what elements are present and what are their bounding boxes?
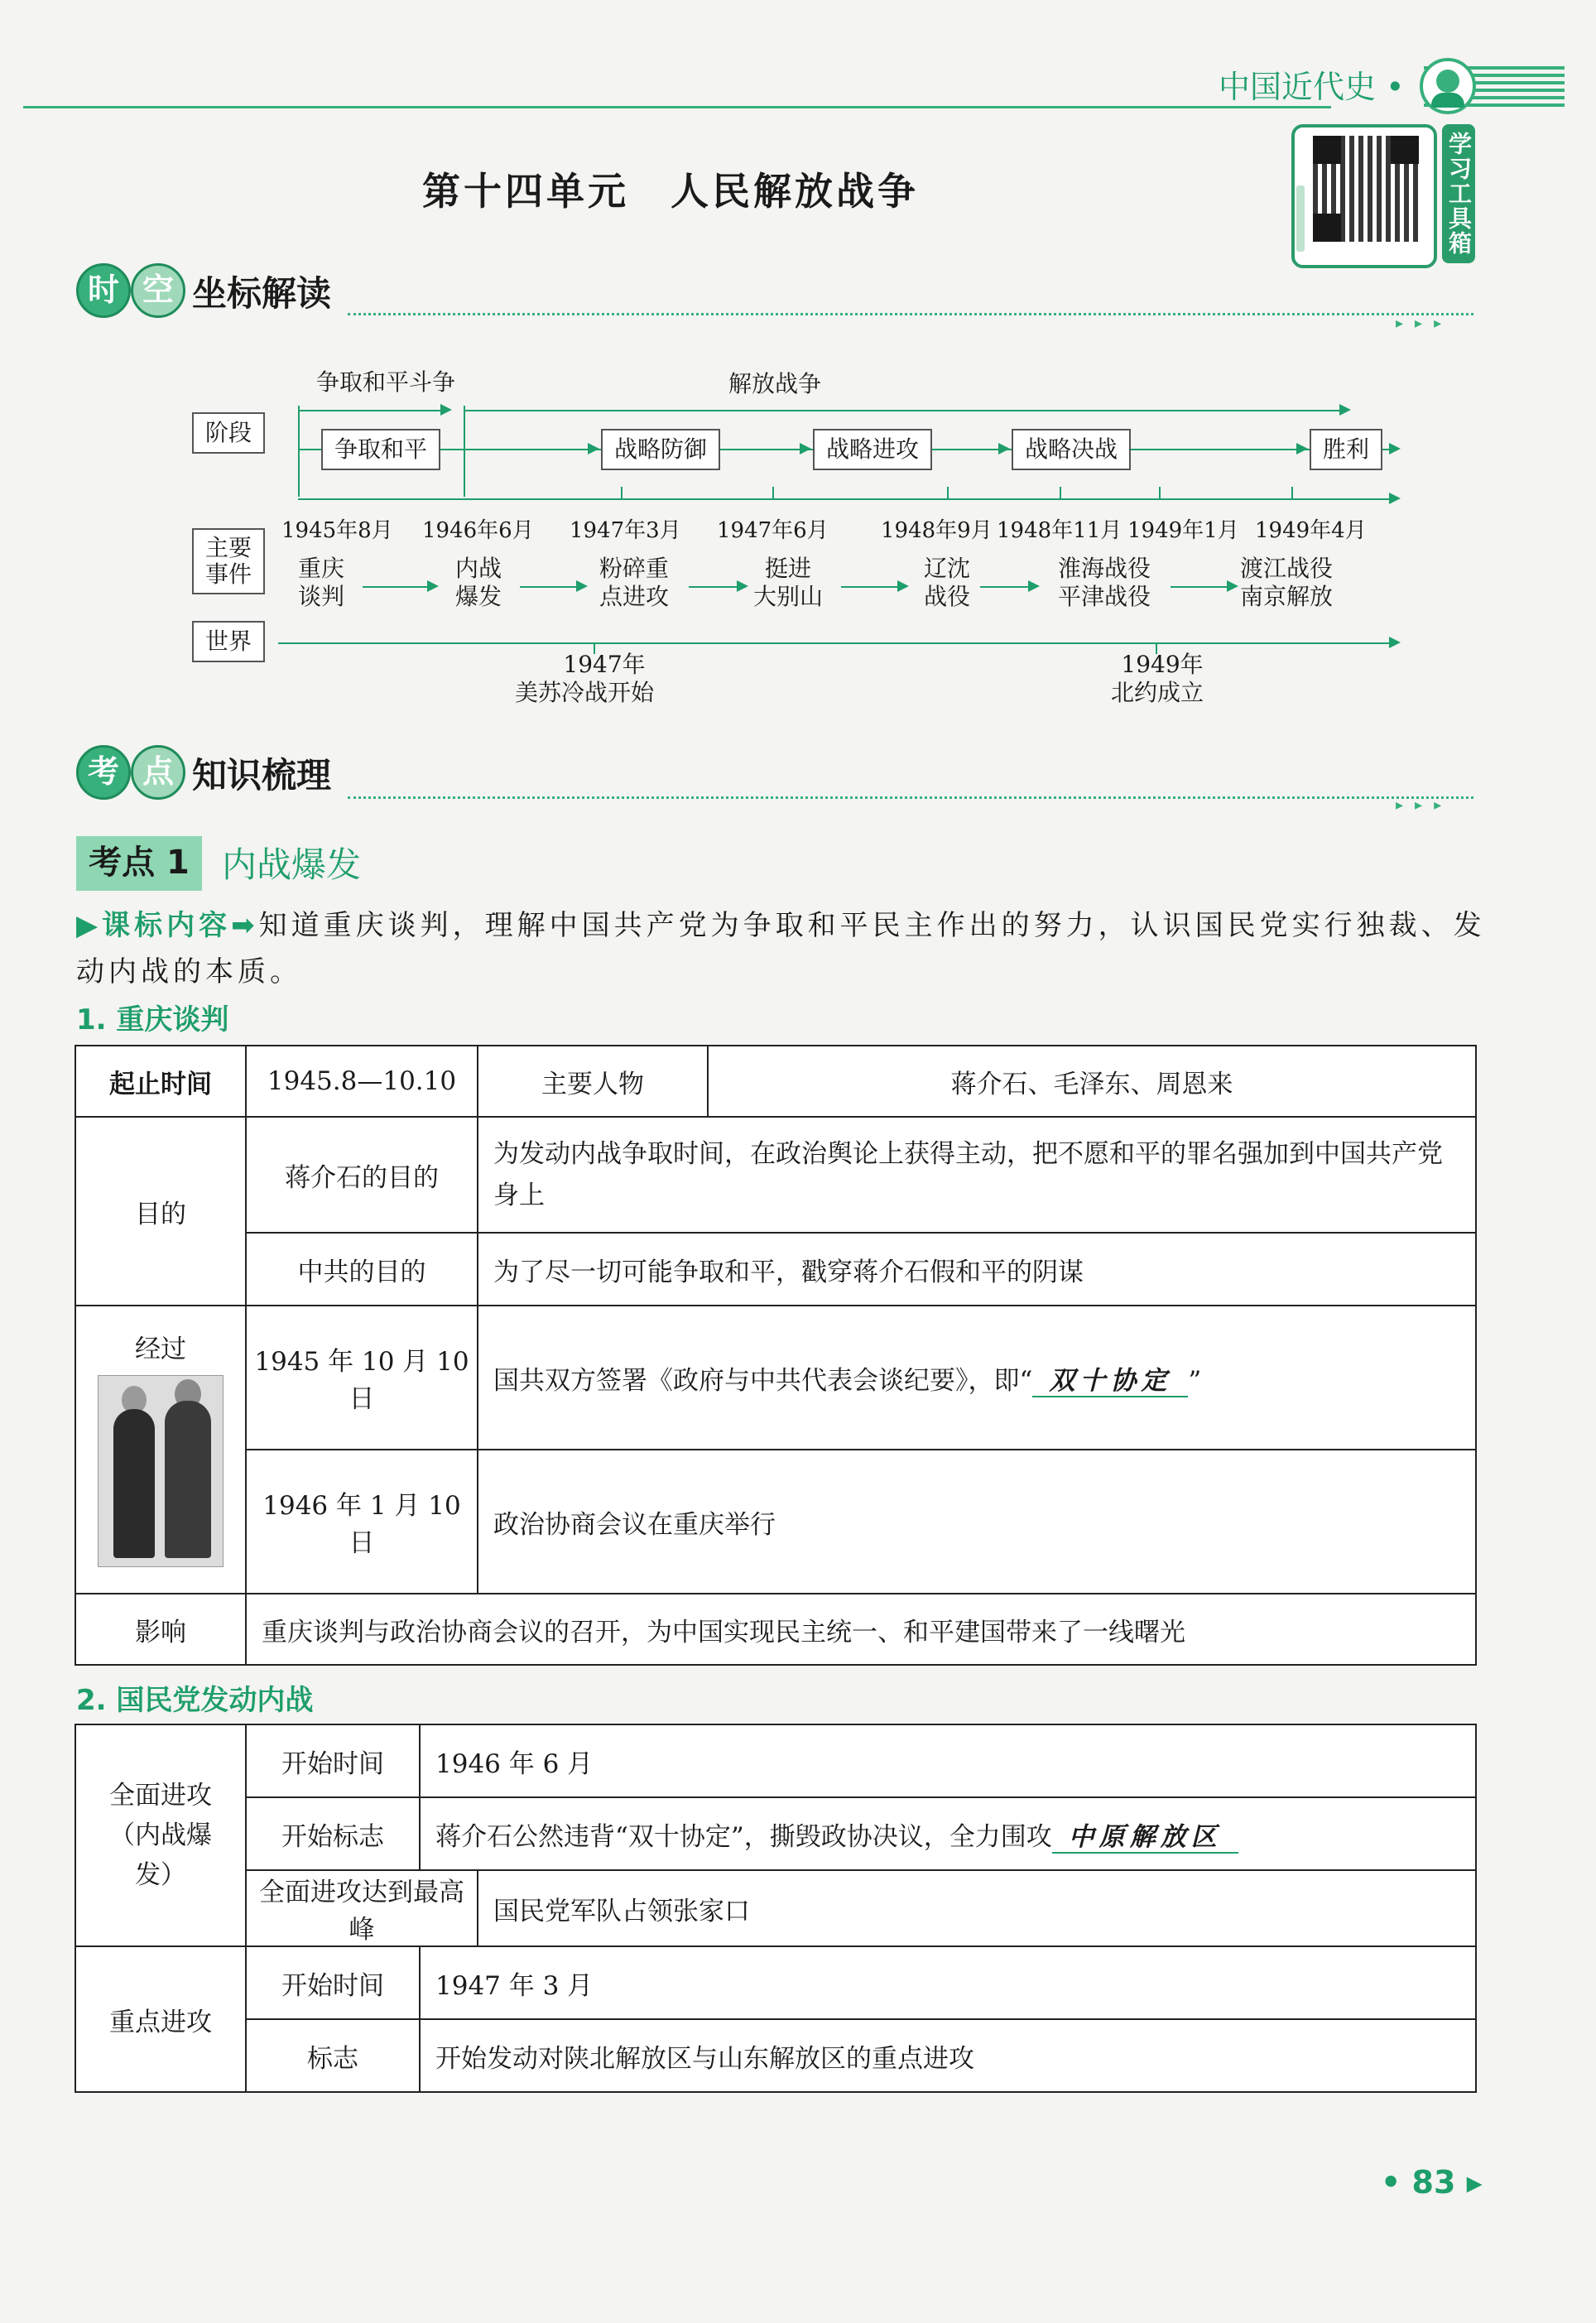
stage-defense: 战略防御 [601, 429, 720, 470]
cell-period-value: 1945.8—10.10 [246, 1046, 478, 1117]
cell-date-1: 1945 年 10 月 10 日 [246, 1306, 478, 1450]
stage-decisive: 战略决战 [1012, 429, 1131, 470]
toolbox-label: 学习工具箱 [1442, 124, 1475, 263]
historical-photo [98, 1375, 224, 1567]
section-badge-shi: 时 [76, 263, 131, 318]
event-liaoshen: 辽沈 战役 [924, 555, 971, 610]
subject-label: 中国近代史 • [1219, 69, 1405, 105]
cell-event-2: 政治协商会议在重庆举行 [478, 1450, 1476, 1594]
world-event-cold-war: 1947年 美苏冷战开始 [515, 651, 655, 706]
stage-offense: 战略进攻 [813, 429, 932, 470]
qr-code-icon[interactable] [1291, 124, 1437, 268]
stage-victory: 胜利 [1310, 429, 1382, 470]
date-1946-6: 1946年6月 [422, 518, 534, 543]
cell-key-sign-label: 标志 [246, 2019, 420, 2092]
cell-figures-label: 主要人物 [478, 1046, 708, 1117]
cell-key-start-label: 开始时间 [246, 1946, 420, 2019]
date-1948-9: 1948年9月 [881, 518, 993, 543]
cell-chiang-purpose-value: 为发动内战争取时间，在政治舆论上获得主动，把不愿和平的罪名强加到中国共产党身上 [478, 1117, 1476, 1233]
section-title-knowledge: 知识梳理 [192, 755, 332, 796]
table-chongqing-talks [75, 1045, 1477, 1666]
date-1948-11: 1948年11月 [997, 518, 1122, 543]
section-arrows: ▸▸▸ [1396, 315, 1454, 332]
cell-key-offensive-label: 重点进攻 [75, 1946, 246, 2092]
cell-period-label: 起止时间 [75, 1046, 246, 1117]
event-civil-war: 内战 爆发 [455, 555, 502, 610]
section-badge-kong: 空 [131, 263, 185, 318]
cell-peak-value: 国民党军队占领张家口 [478, 1870, 1476, 1946]
kaodian-title: 内战爆发 [222, 844, 362, 885]
cell-full-offensive-label: 全面进攻 （内战爆发） [75, 1724, 246, 1946]
kaodian-label: 考点 1 [76, 836, 202, 891]
date-1945-8: 1945年8月 [281, 518, 393, 543]
period-liberation: 解放战争 [728, 370, 822, 397]
cell-start-time-value: 1946 年 6 月 [420, 1724, 1476, 1797]
unit-title: 第十四单元 人民解放战争 [422, 169, 919, 214]
cell-ccp-purpose-value: 为了尽一切可能争取和平，戳穿蒋介石假和平的阴谋 [478, 1233, 1476, 1306]
event-dabie-mountains: 挺进 大别山 [753, 555, 824, 610]
cell-peak-label: 全面进攻达到最高峰 [246, 1870, 478, 1946]
header-rule [23, 106, 1331, 108]
cell-date-2: 1946 年 1 月 10 日 [246, 1450, 478, 1594]
table-kmt-war [75, 1724, 1477, 2093]
subheading-chongqing: 1. 重庆谈判 [76, 1003, 229, 1036]
cell-start-sign-label: 开始标志 [246, 1797, 420, 1870]
cell-impact-value: 重庆谈判与政治协商会议的召开，为中国实现民主统一、和平建国带来了一线曙光 [246, 1594, 1476, 1665]
cell-key-start-value: 1947 年 3 月 [420, 1946, 1476, 2019]
cell-start-sign-value: 蒋介石公然违背“双十协定”，撕毁政协决议，全力围攻 中原解放区 [420, 1797, 1476, 1870]
subheading-kmt-war: 2. 国民党发动内战 [76, 1684, 314, 1717]
timeline-diagram [182, 348, 1407, 712]
event-chongqing-talks: 重庆 谈判 [298, 555, 345, 610]
world-event-nato: 1949年 北约成立 [1111, 651, 1204, 706]
cell-impact-label: 影响 [75, 1594, 246, 1665]
date-1949-1: 1949年1月 [1127, 518, 1239, 543]
section-divider [348, 313, 1473, 315]
row-label-events: 主要 事件 [192, 528, 265, 594]
page-number: • 83 ▸ [1381, 2164, 1483, 2200]
period-peace: 争取和平斗争 [316, 368, 456, 396]
section-badge-dian: 点 [131, 745, 185, 800]
cell-chiang-purpose-label: 蒋介石的目的 [246, 1117, 478, 1233]
row-label-stage: 阶段 [192, 412, 265, 454]
cell-key-sign-value: 开始发动对陕北解放区与山东解放区的重点进攻 [420, 2019, 1476, 2092]
cell-start-time-label: 开始时间 [246, 1724, 420, 1797]
date-1949-4: 1949年4月 [1255, 518, 1367, 543]
cell-ccp-purpose-label: 中共的目的 [246, 1233, 478, 1306]
cell-figures-value: 蒋介石、毛泽东、周恩来 [708, 1046, 1476, 1117]
date-1947-6: 1947年6月 [717, 518, 829, 543]
row-label-world: 世界 [192, 621, 265, 662]
handwritten-answer-1[interactable]: 双十协定 [1032, 1366, 1188, 1397]
event-smash-offensive: 粉碎重 点进攻 [599, 555, 670, 610]
cell-process-label: 经过 [75, 1306, 246, 1594]
section-title-timeline: 坐标解读 [192, 273, 332, 314]
stage-peace: 争取和平 [321, 429, 440, 470]
event-huaihai-pingjin: 淮海战役 平津战役 [1058, 555, 1151, 610]
section-badge-kao: 考 [76, 745, 131, 800]
cell-purpose-label: 目的 [75, 1117, 246, 1306]
event-yangtze-nanjing: 渡江战役 南京解放 [1240, 555, 1334, 610]
section-arrows: ▸▸▸ [1396, 796, 1454, 814]
handwritten-answer-2[interactable]: 中原解放区 [1052, 1822, 1238, 1854]
date-1947-3: 1947年3月 [570, 518, 681, 543]
cell-event-1: 国共双方签署《政府与中共代表会谈纪要》，即“ 双十协定 ” [478, 1306, 1476, 1450]
student-avatar-icon [1420, 58, 1476, 114]
curriculum-content: ▶课标内容➡知道重庆谈判，理解中国共产党为争取和平民主作出的努力，认识国民党实行独裁、发动内战的本质。 [76, 909, 1486, 988]
section-divider [348, 796, 1473, 799]
